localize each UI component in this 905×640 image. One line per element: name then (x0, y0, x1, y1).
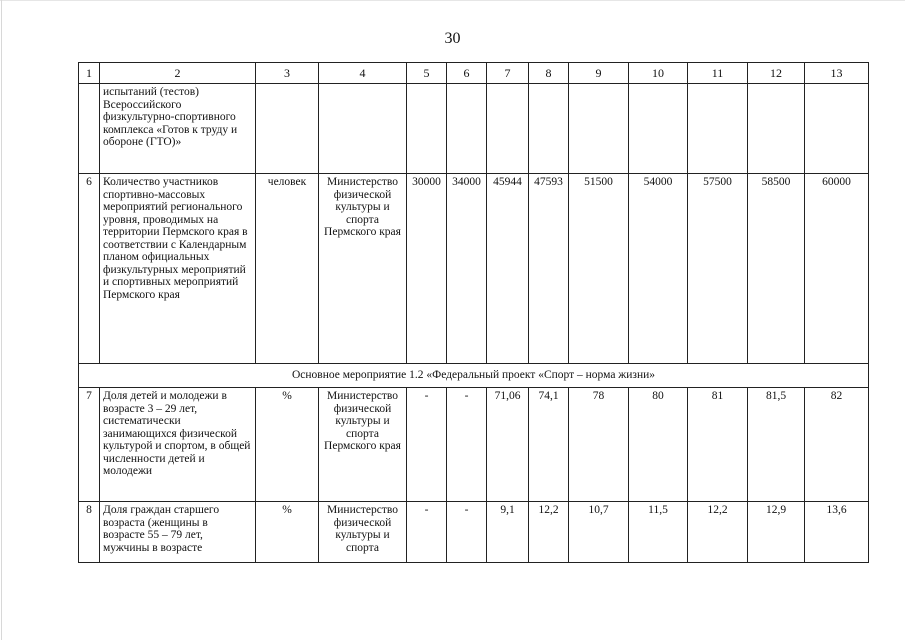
value-cell (487, 84, 529, 174)
org-cell: Министерство физической культуры и спорта (319, 502, 407, 563)
value-cell: 12,2 (688, 502, 748, 563)
unit-cell: человек (256, 174, 319, 364)
value-cell: 78 (569, 388, 629, 502)
value-cell: 57500 (688, 174, 748, 364)
table-row (79, 388, 869, 502)
header-cell: 2 (100, 63, 256, 84)
header-cell: 11 (688, 63, 748, 84)
value-cell: - (407, 502, 447, 563)
value-cell (629, 84, 688, 174)
value-cell: 74,1 (529, 388, 569, 502)
value-cell: 9,1 (487, 502, 529, 563)
value-cell (407, 84, 447, 174)
value-cell (569, 84, 629, 174)
value-cell (748, 84, 805, 174)
value-cell: 81,5 (748, 388, 805, 502)
value-cell: 51500 (569, 174, 629, 364)
indicator-name: Количество участников спортивно-массовых мероприятий регионального уровня, проводимых на территории Пермского края в соответствии с Календарным планом официальных физкультурных мероприятий и спортивных мероприятий Пермского края (100, 174, 256, 364)
value-cell: 34000 (447, 174, 487, 364)
value-cell: 47593 (529, 174, 569, 364)
value-cell: 12,9 (748, 502, 805, 563)
org-cell: Министерство физической культуры и спорта Пермского края (319, 174, 407, 364)
header-cell: 10 (629, 63, 688, 84)
indicator-name: испытаний (тестов) Всероссийского физкультурно-спортивного комплекса «Готов к труду и обороне (ГТО)» (100, 84, 256, 174)
header-cell: 4 (319, 63, 407, 84)
value-cell (688, 84, 748, 174)
value-cell (447, 84, 487, 174)
row-number: 8 (79, 502, 100, 563)
value-cell: 71,06 (487, 388, 529, 502)
header-cell: 9 (569, 63, 629, 84)
scan-edge-top (0, 0, 905, 1)
header-cell: 6 (447, 63, 487, 84)
value-cell: 80 (629, 388, 688, 502)
table-row (79, 502, 869, 563)
value-cell: 30000 (407, 174, 447, 364)
unit-cell (256, 84, 319, 174)
value-cell: 10,7 (569, 502, 629, 563)
header-cell: 13 (805, 63, 869, 84)
org-cell (319, 84, 407, 174)
header-cell: 1 (79, 63, 100, 84)
indicator-table (78, 62, 869, 563)
header-cell: 3 (256, 63, 319, 84)
value-cell: 54000 (629, 174, 688, 364)
value-cell: 58500 (748, 174, 805, 364)
table-row (79, 174, 869, 364)
header-cell: 8 (529, 63, 569, 84)
value-cell: - (447, 502, 487, 563)
value-cell (805, 84, 869, 174)
row-number (79, 84, 100, 174)
value-cell: 13,6 (805, 502, 869, 563)
org-cell: Министерство физической культуры и спорта Пермского края (319, 388, 407, 502)
table-header-row (79, 63, 869, 84)
row-number: 7 (79, 388, 100, 502)
value-cell: 81 (688, 388, 748, 502)
value-cell: 11,5 (629, 502, 688, 563)
indicator-name: Доля граждан старшего возраста (женщины в возрасте 55 – 79 лет, мужчины в возрасте (100, 502, 256, 563)
table-row (79, 84, 869, 174)
header-cell: 7 (487, 63, 529, 84)
section-row (79, 364, 869, 388)
section-title: Основное мероприятие 1.2 «Федеральный проект «Спорт – норма жизни» (79, 364, 869, 388)
value-cell: 12,2 (529, 502, 569, 563)
row-number: 6 (79, 174, 100, 364)
indicator-name: Доля детей и молодежи в возрасте 3 – 29 лет, систематически занимающихся физической культурой и спортом, в общей численности детей и молодежи (100, 388, 256, 502)
value-cell: - (447, 388, 487, 502)
page-number: 30 (444, 30, 461, 47)
header-cell: 12 (748, 63, 805, 84)
value-cell: - (407, 388, 447, 502)
value-cell (529, 84, 569, 174)
unit-cell: % (256, 502, 319, 563)
value-cell: 45944 (487, 174, 529, 364)
value-cell: 60000 (805, 174, 869, 364)
value-cell: 82 (805, 388, 869, 502)
scan-edge-left (1, 0, 2, 640)
unit-cell: % (256, 388, 319, 502)
header-cell: 5 (407, 63, 447, 84)
